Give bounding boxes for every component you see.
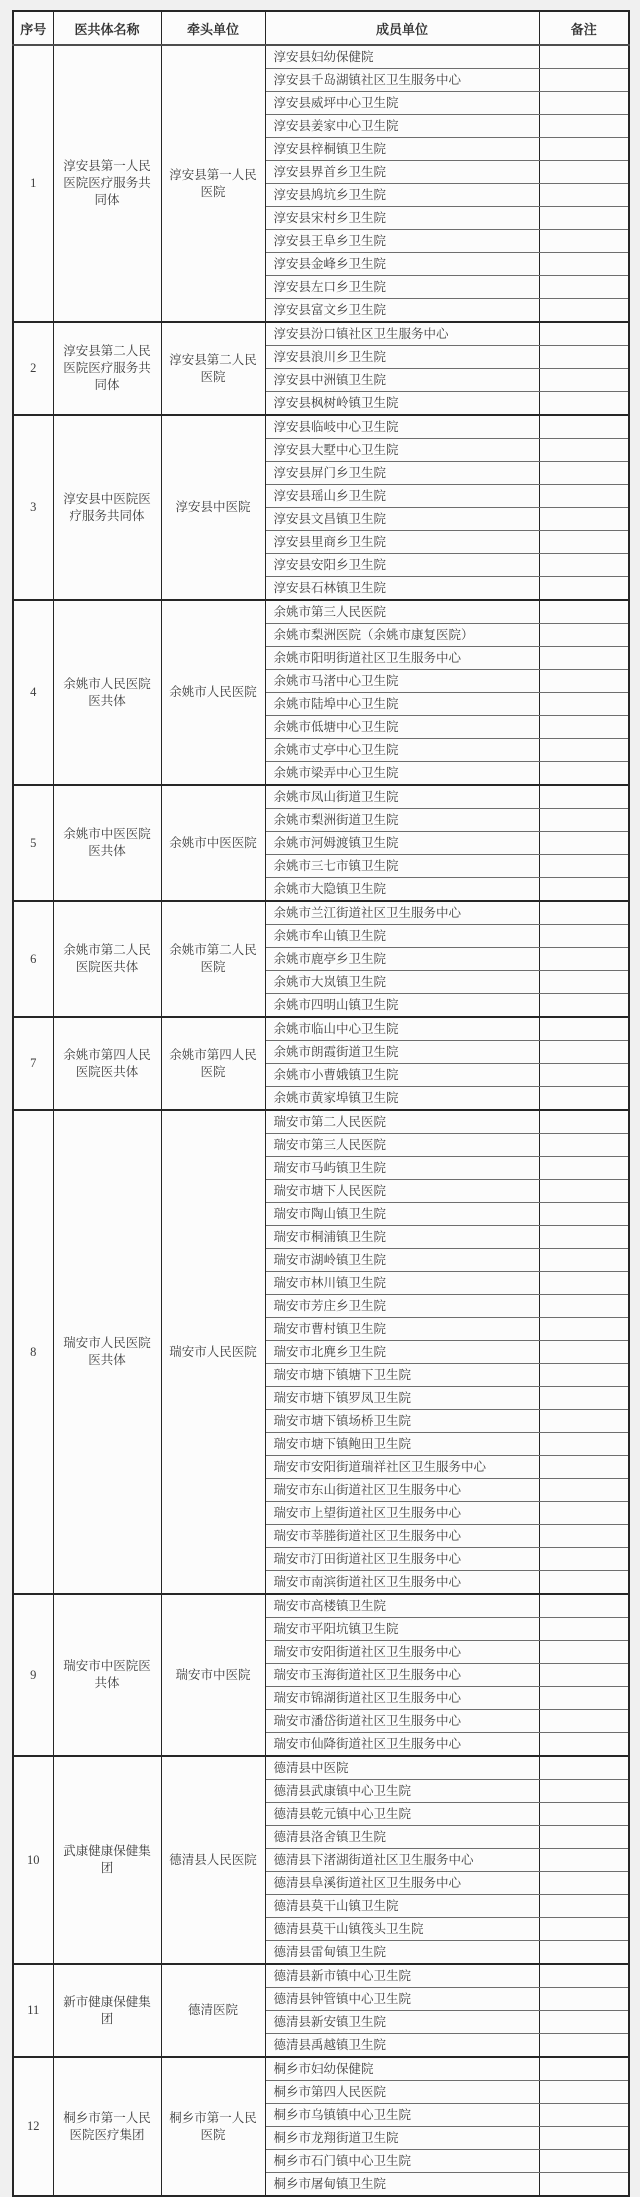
member-unit-cell: 德清县洛舍镇卫生院	[265, 1826, 539, 1849]
table-row	[13, 901, 629, 925]
remark-cell	[539, 624, 629, 647]
lead-unit-cell: 淳安县中医院	[161, 415, 265, 600]
remark-cell	[539, 2011, 629, 2034]
member-unit-cell: 瑞安市曹村镇卫生院	[265, 1318, 539, 1341]
member-unit-cell: 瑞安市第二人民医院	[265, 1110, 539, 1134]
consortium-name-cell: 新市健康保健集团	[53, 1964, 161, 2057]
remark-cell	[539, 1872, 629, 1895]
seq-cell: 12	[13, 2057, 53, 2196]
remark-cell	[539, 670, 629, 693]
consortium-name-cell: 余姚市第二人民医院医共体	[53, 901, 161, 1017]
member-unit-cell: 余姚市鹿亭乡卫生院	[265, 948, 539, 971]
lead-unit-cell: 淳安县第一人民医院	[161, 45, 265, 322]
remark-cell	[539, 1803, 629, 1826]
table-row	[13, 415, 629, 439]
member-unit-cell: 瑞安市陶山镇卫生院	[265, 1203, 539, 1226]
remark-cell	[539, 69, 629, 92]
remark-cell	[539, 1641, 629, 1664]
member-unit-cell: 瑞安市塘下人民医院	[265, 1180, 539, 1203]
remark-cell	[539, 1387, 629, 1410]
member-unit-cell: 德清县阜溪街道社区卫生服务中心	[265, 1872, 539, 1895]
member-unit-cell: 瑞安市南滨街道社区卫生服务中心	[265, 1571, 539, 1595]
remark-cell	[539, 1249, 629, 1272]
member-unit-cell: 瑞安市湖岭镇卫生院	[265, 1249, 539, 1272]
remark-cell	[539, 1318, 629, 1341]
consortium-table-body	[13, 45, 629, 2196]
remark-cell	[539, 925, 629, 948]
member-unit-cell: 瑞安市塘下镇罗凤卫生院	[265, 1387, 539, 1410]
member-unit-cell: 淳安县文昌镇卫生院	[265, 508, 539, 531]
remark-cell	[539, 1041, 629, 1064]
member-unit-cell: 淳安县左口乡卫生院	[265, 276, 539, 299]
lead-unit-cell: 德清医院	[161, 1964, 265, 2057]
remark-cell	[539, 809, 629, 832]
member-unit-cell: 淳安县中洲镇卫生院	[265, 369, 539, 392]
remark-cell	[539, 2104, 629, 2127]
remark-cell	[539, 1525, 629, 1548]
member-unit-cell: 瑞安市潘岱街道社区卫生服务中心	[265, 1710, 539, 1733]
remark-cell	[539, 762, 629, 786]
member-unit-cell: 余姚市梨洲医院（余姚市康复医院）	[265, 624, 539, 647]
remark-cell	[539, 1433, 629, 1456]
seq-cell: 5	[13, 785, 53, 901]
remark-cell	[539, 2127, 629, 2150]
member-unit-cell: 瑞安市上望街道社区卫生服务中心	[265, 1502, 539, 1525]
lead-unit-cell: 余姚市中医医院	[161, 785, 265, 901]
member-unit-cell: 瑞安市锦湖街道社区卫生服务中心	[265, 1687, 539, 1710]
consortium-name-cell: 桐乡市第一人民医院医疗集团	[53, 2057, 161, 2196]
remark-cell	[539, 253, 629, 276]
remark-cell	[539, 739, 629, 762]
remark-cell	[539, 392, 629, 416]
consortium-name-cell: 余姚市第四人民医院医共体	[53, 1017, 161, 1110]
member-unit-cell: 余姚市四明山镇卫生院	[265, 994, 539, 1018]
lead-unit-cell: 余姚市第四人民医院	[161, 1017, 265, 1110]
remark-cell	[539, 716, 629, 739]
member-unit-cell: 余姚市第三人民医院	[265, 600, 539, 624]
member-unit-cell: 瑞安市塘下镇塘下卫生院	[265, 1364, 539, 1387]
table-row	[13, 1964, 629, 1988]
member-unit-cell: 瑞安市塘下镇鲍田卫生院	[265, 1433, 539, 1456]
member-unit-cell: 余姚市朗霞街道卫生院	[265, 1041, 539, 1064]
table-row	[13, 1756, 629, 1780]
remark-cell	[539, 1087, 629, 1111]
lead-unit-cell: 瑞安市人民医院	[161, 1110, 265, 1594]
member-unit-cell: 余姚市小曹娥镇卫生院	[265, 1064, 539, 1087]
remark-cell	[539, 462, 629, 485]
seq-cell: 2	[13, 322, 53, 415]
member-unit-cell: 余姚市黄家埠镇卫生院	[265, 1087, 539, 1111]
remark-cell	[539, 600, 629, 624]
member-unit-cell: 瑞安市莘塍街道社区卫生服务中心	[265, 1525, 539, 1548]
remark-cell	[539, 92, 629, 115]
remark-cell	[539, 971, 629, 994]
member-unit-cell: 淳安县石林镇卫生院	[265, 577, 539, 601]
member-unit-cell: 瑞安市北麂乡卫生院	[265, 1341, 539, 1364]
member-unit-cell: 德清县乾元镇中心卫生院	[265, 1803, 539, 1826]
member-unit-cell: 余姚市马渚中心卫生院	[265, 670, 539, 693]
member-unit-cell: 淳安县王阜乡卫生院	[265, 230, 539, 253]
remark-cell	[539, 855, 629, 878]
remark-cell	[539, 2057, 629, 2081]
member-unit-cell: 瑞安市林川镇卫生院	[265, 1272, 539, 1295]
member-unit-cell: 淳安县安阳乡卫生院	[265, 554, 539, 577]
member-unit-cell: 瑞安市高楼镇卫生院	[265, 1594, 539, 1618]
member-unit-cell: 余姚市低塘中心卫生院	[265, 716, 539, 739]
member-unit-cell: 桐乡市第四人民医院	[265, 2081, 539, 2104]
consortium-name-cell: 淳安县第一人民医院医疗服务共同体	[53, 45, 161, 322]
remark-cell	[539, 115, 629, 138]
remark-cell	[539, 1756, 629, 1780]
member-unit-cell: 桐乡市石门镇中心卫生院	[265, 2150, 539, 2173]
remark-cell	[539, 1272, 629, 1295]
remark-cell	[539, 369, 629, 392]
consortium-name-cell: 瑞安市人民医院医共体	[53, 1110, 161, 1594]
remark-cell	[539, 415, 629, 439]
header-consortium-name: 医共体名称	[53, 11, 161, 45]
remark-cell	[539, 1571, 629, 1595]
remark-cell	[539, 1687, 629, 1710]
member-unit-cell: 淳安县宋村乡卫生院	[265, 207, 539, 230]
member-unit-cell: 德清县雷甸镇卫生院	[265, 1941, 539, 1965]
remark-cell	[539, 1017, 629, 1041]
member-unit-cell: 淳安县威坪中心卫生院	[265, 92, 539, 115]
member-unit-cell: 淳安县界首乡卫生院	[265, 161, 539, 184]
seq-cell: 9	[13, 1594, 53, 1756]
remark-cell	[539, 1203, 629, 1226]
consortium-name-cell: 淳安县第二人民医院医疗服务共同体	[53, 322, 161, 415]
remark-cell	[539, 1110, 629, 1134]
member-unit-cell: 余姚市大岚镇卫生院	[265, 971, 539, 994]
lead-unit-cell: 德清县人民医院	[161, 1756, 265, 1964]
member-unit-cell: 余姚市凤山街道卫生院	[265, 785, 539, 809]
member-unit-cell: 淳安县临岐中心卫生院	[265, 415, 539, 439]
member-unit-cell: 瑞安市平阳坑镇卫生院	[265, 1618, 539, 1641]
remark-cell	[539, 1964, 629, 1988]
remark-cell	[539, 1548, 629, 1571]
remark-cell	[539, 554, 629, 577]
remark-cell	[539, 508, 629, 531]
member-unit-cell: 余姚市三七市镇卫生院	[265, 855, 539, 878]
header-seq: 序号	[13, 11, 53, 45]
remark-cell	[539, 994, 629, 1018]
member-unit-cell: 瑞安市东山街道社区卫生服务中心	[265, 1479, 539, 1502]
table-row	[13, 45, 629, 69]
remark-cell	[539, 138, 629, 161]
member-unit-cell: 余姚市兰江街道社区卫生服务中心	[265, 901, 539, 925]
table-row	[13, 322, 629, 346]
member-unit-cell: 余姚市陆埠中心卫生院	[265, 693, 539, 716]
table-row	[13, 785, 629, 809]
remark-cell	[539, 878, 629, 902]
remark-cell	[539, 1410, 629, 1433]
lead-unit-cell: 余姚市人民医院	[161, 600, 265, 785]
member-unit-cell: 余姚市丈亭中心卫生院	[265, 739, 539, 762]
seq-cell: 10	[13, 1756, 53, 1964]
remark-cell	[539, 1479, 629, 1502]
member-unit-cell: 德清县莫干山镇卫生院	[265, 1895, 539, 1918]
remark-cell	[539, 2034, 629, 2058]
member-unit-cell: 瑞安市汀田街道社区卫生服务中心	[265, 1548, 539, 1571]
table-row	[13, 600, 629, 624]
table-row	[13, 1110, 629, 1134]
member-unit-cell: 余姚市河姆渡镇卫生院	[265, 832, 539, 855]
lead-unit-cell: 余姚市第二人民医院	[161, 901, 265, 1017]
member-unit-cell: 德清县钟管镇中心卫生院	[265, 1988, 539, 2011]
table-row	[13, 1017, 629, 1041]
remark-cell	[539, 1849, 629, 1872]
member-unit-cell: 瑞安市芳庄乡卫生院	[265, 1295, 539, 1318]
remark-cell	[539, 1664, 629, 1687]
member-unit-cell: 瑞安市第三人民医院	[265, 1134, 539, 1157]
member-unit-cell: 德清县下渚湖街道社区卫生服务中心	[265, 1849, 539, 1872]
remark-cell	[539, 1295, 629, 1318]
remark-cell	[539, 1618, 629, 1641]
member-unit-cell: 瑞安市玉海街道社区卫生服务中心	[265, 1664, 539, 1687]
remark-cell	[539, 1064, 629, 1087]
remark-cell	[539, 276, 629, 299]
member-unit-cell: 德清县禹越镇卫生院	[265, 2034, 539, 2058]
member-unit-cell: 淳安县姜家中心卫生院	[265, 115, 539, 138]
remark-cell	[539, 485, 629, 508]
member-unit-cell: 淳安县里商乡卫生院	[265, 531, 539, 554]
member-unit-cell: 淳安县瑶山乡卫生院	[265, 485, 539, 508]
seq-cell: 1	[13, 45, 53, 322]
header-lead-unit: 牵头单位	[161, 11, 265, 45]
header-row	[13, 11, 629, 45]
member-unit-cell: 德清县莫干山镇筏头卫生院	[265, 1918, 539, 1941]
remark-cell	[539, 1364, 629, 1387]
lead-unit-cell: 瑞安市中医院	[161, 1594, 265, 1756]
remark-cell	[539, 693, 629, 716]
member-unit-cell: 淳安县妇幼保健院	[265, 45, 539, 69]
consortium-name-cell: 余姚市人民医院医共体	[53, 600, 161, 785]
remark-cell	[539, 1941, 629, 1965]
remark-cell	[539, 1226, 629, 1249]
member-unit-cell: 瑞安市塘下镇场桥卫生院	[265, 1410, 539, 1433]
member-unit-cell: 余姚市阳明街道社区卫生服务中心	[265, 647, 539, 670]
consortium-name-cell: 瑞安市中医院医共体	[53, 1594, 161, 1756]
remark-cell	[539, 1826, 629, 1849]
remark-cell	[539, 439, 629, 462]
remark-cell	[539, 948, 629, 971]
remark-cell	[539, 1341, 629, 1364]
remark-cell	[539, 1456, 629, 1479]
remark-cell	[539, 2081, 629, 2104]
remark-cell	[539, 161, 629, 184]
remark-cell	[539, 1134, 629, 1157]
member-unit-cell: 桐乡市妇幼保健院	[265, 2057, 539, 2081]
member-unit-cell: 德清县武康镇中心卫生院	[265, 1780, 539, 1803]
remark-cell	[539, 1594, 629, 1618]
remark-cell	[539, 577, 629, 601]
member-unit-cell: 瑞安市仙降街道社区卫生服务中心	[265, 1733, 539, 1757]
member-unit-cell: 德清县中医院	[265, 1756, 539, 1780]
remark-cell	[539, 1988, 629, 2011]
remark-cell	[539, 1157, 629, 1180]
member-unit-cell: 德清县新安镇卫生院	[265, 2011, 539, 2034]
seq-cell: 6	[13, 901, 53, 1017]
remark-cell	[539, 832, 629, 855]
remark-cell	[539, 1780, 629, 1803]
member-unit-cell: 余姚市大隐镇卫生院	[265, 878, 539, 902]
remark-cell	[539, 531, 629, 554]
header-member-unit: 成员单位	[265, 11, 539, 45]
seq-cell: 11	[13, 1964, 53, 2057]
member-unit-cell: 余姚市梨洲街道卫生院	[265, 809, 539, 832]
lead-unit-cell: 淳安县第二人民医院	[161, 322, 265, 415]
member-unit-cell: 淳安县枫树岭镇卫生院	[265, 392, 539, 416]
seq-cell: 3	[13, 415, 53, 600]
member-unit-cell: 桐乡市屠甸镇卫生院	[265, 2173, 539, 2197]
remark-cell	[539, 1918, 629, 1941]
lead-unit-cell: 桐乡市第一人民医院	[161, 2057, 265, 2196]
member-unit-cell: 淳安县大墅中心卫生院	[265, 439, 539, 462]
seq-cell: 7	[13, 1017, 53, 1110]
remark-cell	[539, 1180, 629, 1203]
member-unit-cell: 淳安县浪川乡卫生院	[265, 346, 539, 369]
medical-consortium-table	[12, 10, 630, 2197]
member-unit-cell: 瑞安市安阳街道瑞祥社区卫生服务中心	[265, 1456, 539, 1479]
remark-cell	[539, 346, 629, 369]
member-unit-cell: 德清县新市镇中心卫生院	[265, 1964, 539, 1988]
member-unit-cell: 瑞安市安阳街道社区卫生服务中心	[265, 1641, 539, 1664]
member-unit-cell: 瑞安市桐浦镇卫生院	[265, 1226, 539, 1249]
consortium-name-cell: 武康健康保健集团	[53, 1756, 161, 1964]
member-unit-cell: 淳安县千岛湖镇社区卫生服务中心	[265, 69, 539, 92]
member-unit-cell: 余姚市牟山镇卫生院	[265, 925, 539, 948]
header-remark: 备注	[539, 11, 629, 45]
remark-cell	[539, 1710, 629, 1733]
remark-cell	[539, 647, 629, 670]
member-unit-cell: 桐乡市乌镇镇中心卫生院	[265, 2104, 539, 2127]
remark-cell	[539, 1895, 629, 1918]
remark-cell	[539, 45, 629, 69]
remark-cell	[539, 901, 629, 925]
remark-cell	[539, 322, 629, 346]
member-unit-cell: 瑞安市马屿镇卫生院	[265, 1157, 539, 1180]
remark-cell	[539, 230, 629, 253]
seq-cell: 4	[13, 600, 53, 785]
remark-cell	[539, 184, 629, 207]
remark-cell	[539, 1502, 629, 1525]
table-row	[13, 2057, 629, 2081]
remark-cell	[539, 2173, 629, 2197]
member-unit-cell: 淳安县屏门乡卫生院	[265, 462, 539, 485]
consortium-name-cell: 淳安县中医院医疗服务共同体	[53, 415, 161, 600]
seq-cell: 8	[13, 1110, 53, 1594]
remark-cell	[539, 2150, 629, 2173]
table-row	[13, 1594, 629, 1618]
member-unit-cell: 余姚市梁弄中心卫生院	[265, 762, 539, 786]
consortium-name-cell: 余姚市中医医院医共体	[53, 785, 161, 901]
remark-cell	[539, 1733, 629, 1757]
member-unit-cell: 余姚市临山中心卫生院	[265, 1017, 539, 1041]
remark-cell	[539, 207, 629, 230]
member-unit-cell: 淳安县鸠坑乡卫生院	[265, 184, 539, 207]
member-unit-cell: 桐乡市龙翔街道卫生院	[265, 2127, 539, 2150]
remark-cell	[539, 299, 629, 323]
remark-cell	[539, 785, 629, 809]
member-unit-cell: 淳安县金峰乡卫生院	[265, 253, 539, 276]
member-unit-cell: 淳安县富文乡卫生院	[265, 299, 539, 323]
member-unit-cell: 淳安县汾口镇社区卫生服务中心	[265, 322, 539, 346]
member-unit-cell: 淳安县梓桐镇卫生院	[265, 138, 539, 161]
